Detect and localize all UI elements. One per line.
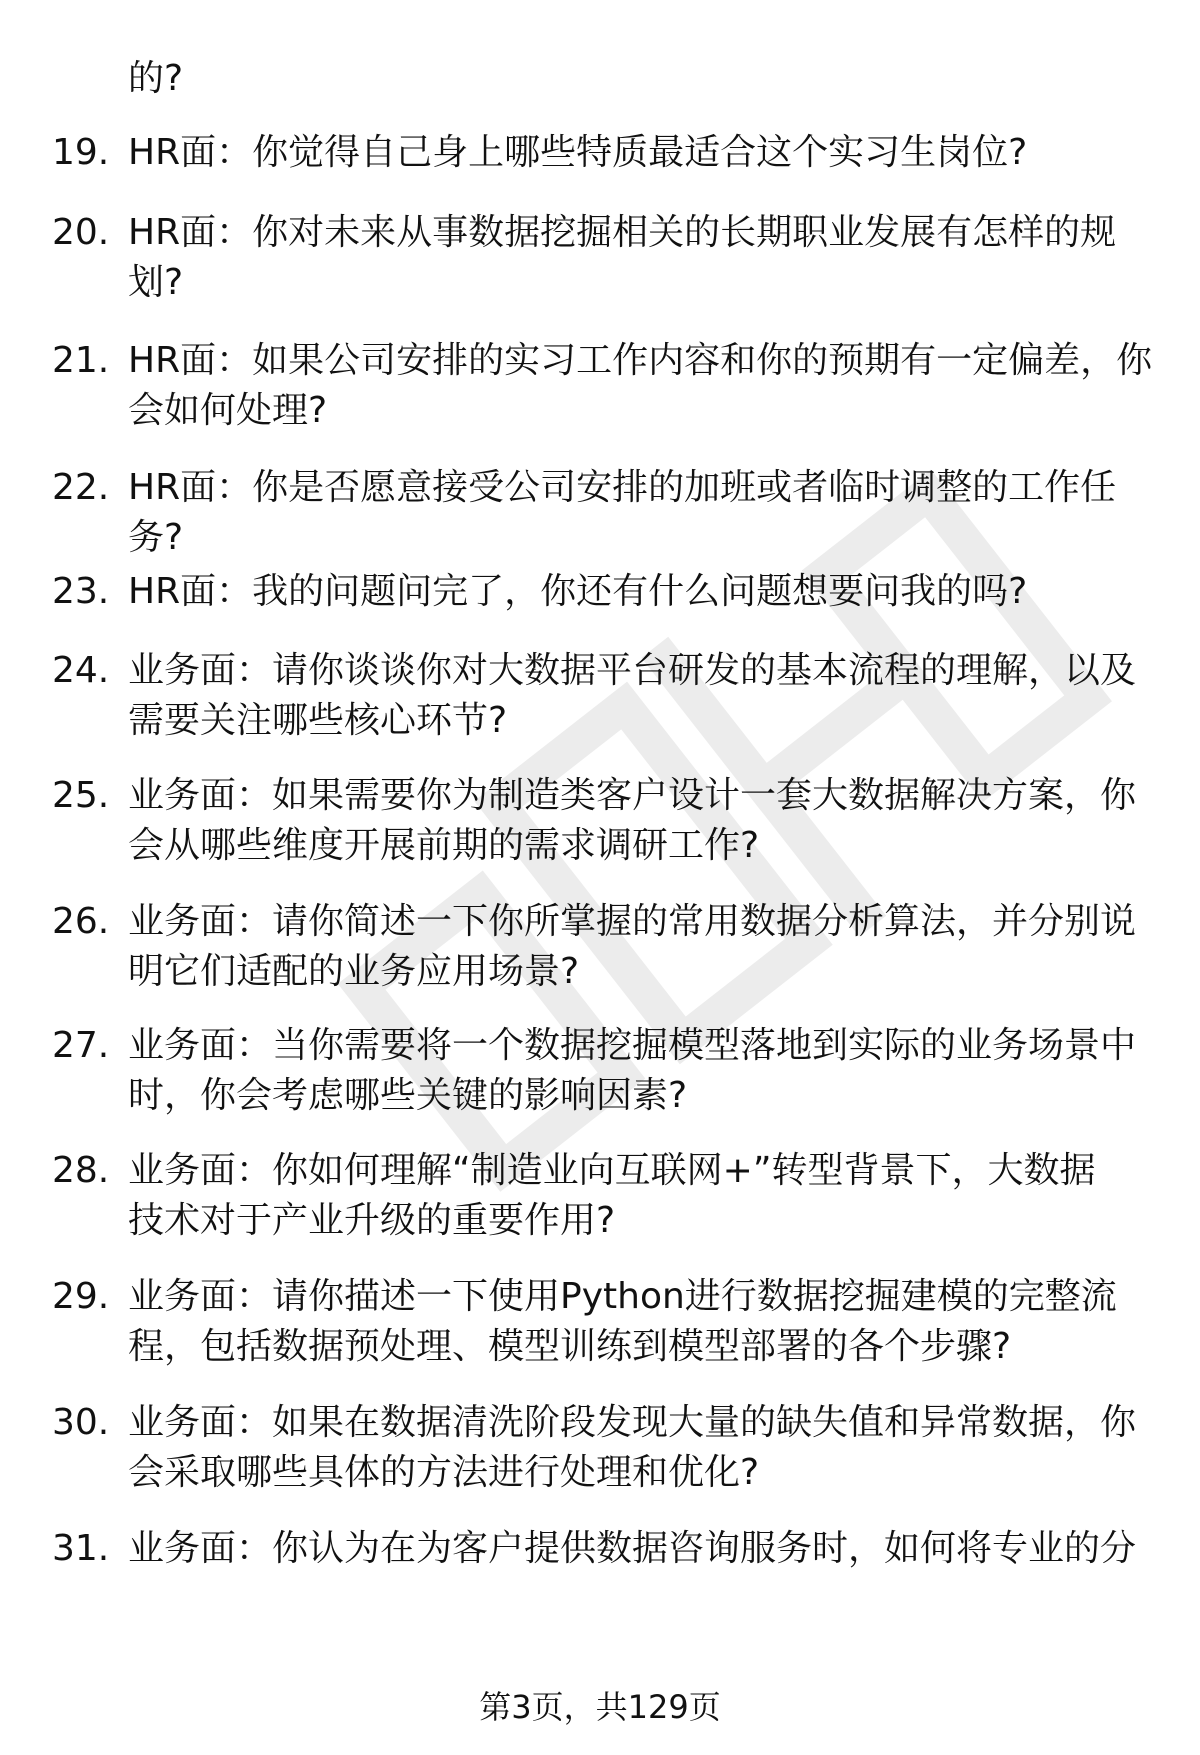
question-line: HR面：你是否愿意接受公司安排的加班或者临时调整的工作任 — [128, 467, 1117, 508]
question-line: 划? — [128, 262, 184, 303]
question-line: 明它们适配的业务应用场景? — [128, 951, 580, 992]
question-line: 务? — [128, 517, 184, 558]
question-line: 业务面：请你描述一下使用Python进行数据挖掘建模的完整流 — [128, 1276, 1117, 1317]
question-number: 20. — [52, 212, 110, 253]
continuation-text: 的? — [128, 58, 184, 99]
question-number: 19. — [52, 132, 110, 173]
question-line: 需要关注哪些核心环节? — [128, 700, 508, 741]
page-footer: 第3页，共129页 — [479, 1688, 721, 1726]
question-text — [128, 1021, 1168, 1121]
question-line: HR面：你觉得自己身上哪些特质最适合这个实习生岗位? — [128, 132, 1028, 173]
question-text — [128, 897, 1168, 997]
question-line: 时，你会考虑哪些关键的影响因素? — [128, 1075, 688, 1116]
question-number: 26. — [52, 901, 110, 942]
question-text — [128, 1146, 1168, 1246]
question-number: 31. — [52, 1528, 110, 1569]
question-line: HR面：我的问题问完了，你还有什么问题想要问我的吗? — [128, 571, 1028, 612]
question-text — [128, 771, 1168, 871]
question-line: 会从哪些维度开展前期的需求调研工作? — [128, 825, 760, 866]
question-line: 会采取哪些具体的方法进行处理和优化? — [128, 1452, 760, 1493]
question-line: 业务面：如果需要你为制造类客户设计一套大数据解决方案，你 — [128, 775, 1137, 816]
question-number: 28. — [52, 1150, 110, 1191]
question-line: 技术对于产业升级的重要作用? — [128, 1200, 616, 1241]
question-text — [128, 1524, 1168, 1574]
question-line: 业务面：请你谈谈你对大数据平台研发的基本流程的理解，以及 — [128, 650, 1137, 691]
question-line: 会如何处理? — [128, 390, 328, 431]
question-line: 业务面：请你简述一下你所掌握的常用数据分析算法，并分别说 — [128, 901, 1137, 942]
question-line: 业务面：你认为在为客户提供数据咨询服务时，如何将专业的分 — [128, 1528, 1137, 1569]
question-number: 25. — [52, 775, 110, 816]
question-text — [128, 336, 1168, 436]
question-line: HR面：你对未来从事数据挖掘相关的长期职业发展有怎样的规 — [128, 212, 1117, 253]
question-number: 24. — [52, 650, 110, 691]
question-number: 27. — [52, 1025, 110, 1066]
question-text — [128, 646, 1168, 746]
question-number: 22. — [52, 467, 110, 508]
question-line: 业务面：如果在数据清洗阶段发现大量的缺失值和异常数据，你 — [128, 1402, 1137, 1443]
question-text — [128, 567, 1168, 617]
question-line: HR面：如果公司安排的实习工作内容和你的预期有一定偏差，你 — [128, 340, 1153, 381]
question-text — [128, 1398, 1168, 1498]
question-text — [128, 1272, 1168, 1372]
question-number: 23. — [52, 571, 110, 612]
question-number: 21. — [52, 340, 110, 381]
question-number: 29. — [52, 1276, 110, 1317]
question-number: 30. — [52, 1402, 110, 1443]
question-text — [128, 128, 1168, 178]
question-text — [128, 208, 1168, 308]
question-text — [128, 463, 1168, 563]
question-line: 程，包括数据预处理、模型训练到模型部署的各个步骤? — [128, 1326, 1012, 1367]
question-line: 业务面：当你需要将一个数据挖掘模型落地到实际的业务场景中 — [128, 1025, 1137, 1066]
question-line: 业务面：你如何理解“制造业向互联网+”转型背景下，大数据 — [128, 1150, 1096, 1191]
